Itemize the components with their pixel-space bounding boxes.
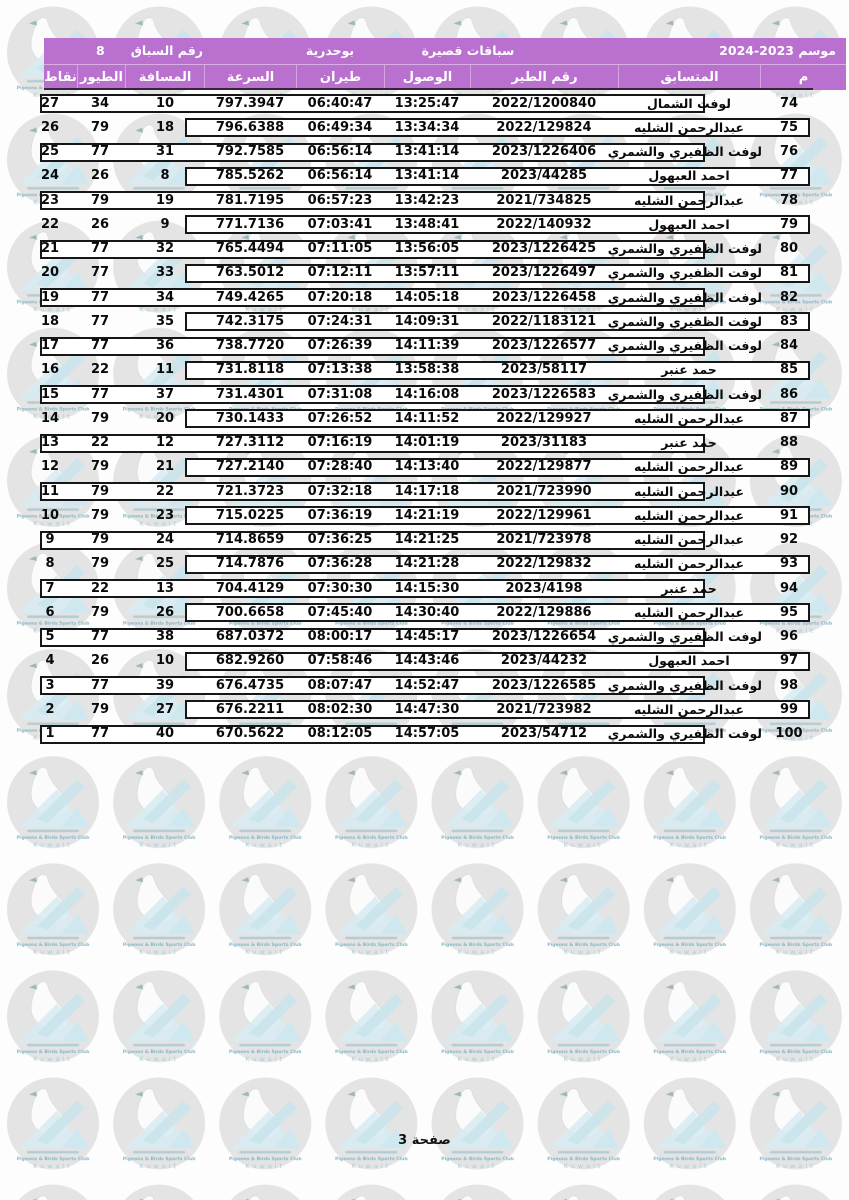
cell-bird-number: 2023/44285 bbox=[500, 168, 588, 184]
cell-bird-number: 2022/140932 bbox=[496, 216, 592, 232]
cell-bird-number: 2023/44232 bbox=[500, 653, 588, 669]
cell-rank: 97 bbox=[779, 653, 799, 669]
column-header-speed: السرعة bbox=[204, 65, 296, 90]
cell-rank: 84 bbox=[779, 338, 799, 353]
cell-competitor: عبدالرحمن الشليه bbox=[633, 459, 745, 475]
race-type: سباقات قصيرة bbox=[421, 43, 515, 58]
cell-distance: 24 bbox=[155, 532, 175, 547]
table-row bbox=[0, 287, 849, 311]
table-row bbox=[0, 238, 849, 262]
cell-bird-number: 2022/129824 bbox=[496, 119, 592, 135]
cell-speed: 771.7136 bbox=[215, 216, 285, 232]
cell-arrival-time: 14:52:47 bbox=[394, 677, 460, 693]
cell-competitor: عبدالرحمن الشليه bbox=[633, 410, 745, 426]
cell-points: 2 bbox=[45, 701, 55, 717]
cell-rank: 99 bbox=[779, 701, 799, 717]
cell-arrival-time: 13:58:38 bbox=[394, 362, 460, 378]
cell-speed: 730.1433 bbox=[215, 410, 285, 426]
cell-speed: 797.3947 bbox=[215, 95, 285, 111]
cell-flight-time: 07:26:52 bbox=[307, 410, 373, 426]
cell-distance: 8 bbox=[160, 168, 170, 184]
cell-bird-number: 2023/4198 bbox=[505, 580, 583, 596]
cell-flight-time: 07:11:05 bbox=[307, 241, 373, 256]
column-header-flight: طيران bbox=[296, 65, 384, 90]
cell-flight-time: 06:56:14 bbox=[307, 144, 373, 159]
cell-distance: 38 bbox=[155, 629, 175, 644]
cell-rank: 83 bbox=[779, 313, 799, 329]
cell-arrival-time: 14:45:17 bbox=[394, 629, 460, 644]
cell-bird-number: 2023/1226497 bbox=[491, 265, 597, 281]
cell-points: 16 bbox=[40, 362, 60, 378]
header-title-row bbox=[44, 38, 846, 65]
cell-distance: 9 bbox=[160, 216, 170, 232]
cell-points: 19 bbox=[40, 289, 60, 305]
cell-speed: 704.4129 bbox=[215, 580, 285, 596]
cell-points: 21 bbox=[40, 241, 60, 256]
cell-speed: 731.8118 bbox=[215, 362, 285, 378]
cell-arrival-time: 14:30:40 bbox=[394, 604, 460, 620]
cell-arrival-time: 14:15:30 bbox=[394, 580, 460, 596]
cell-bird-number: 2021/723982 bbox=[496, 701, 592, 717]
cell-birds-count: 22 bbox=[90, 435, 110, 450]
cell-birds-count: 77 bbox=[90, 313, 110, 329]
cell-birds-count: 79 bbox=[90, 459, 110, 475]
table-row bbox=[0, 165, 849, 189]
table-row bbox=[0, 408, 849, 432]
cell-birds-count: 79 bbox=[90, 507, 110, 523]
cell-competitor: عبدالرحمن الشليه bbox=[633, 701, 745, 717]
cell-speed: 727.2140 bbox=[215, 459, 285, 475]
table-row bbox=[0, 505, 849, 529]
cell-points: 1 bbox=[45, 726, 55, 741]
cell-flight-time: 08:12:05 bbox=[307, 726, 373, 741]
cell-flight-time: 07:30:30 bbox=[307, 580, 373, 596]
cell-rank: 92 bbox=[779, 532, 799, 547]
cell-bird-number: 2022/129877 bbox=[496, 459, 592, 475]
cell-rank: 75 bbox=[779, 119, 799, 135]
cell-flight-time: 06:56:14 bbox=[307, 168, 373, 184]
cell-distance: 19 bbox=[155, 192, 175, 208]
cell-distance: 18 bbox=[155, 119, 175, 135]
cell-competitor: لوفت الظفيري والشمري bbox=[607, 265, 762, 281]
race-location: بوحدرية bbox=[305, 43, 355, 58]
cell-arrival-time: 13:48:41 bbox=[394, 216, 460, 232]
cell-arrival-time: 14:47:30 bbox=[394, 701, 460, 717]
cell-speed: 727.3112 bbox=[215, 435, 285, 450]
cell-bird-number: 2023/1226585 bbox=[491, 677, 597, 693]
cell-birds-count: 79 bbox=[90, 410, 110, 426]
table-row bbox=[0, 699, 849, 723]
cell-birds-count: 79 bbox=[90, 556, 110, 572]
cell-distance: 37 bbox=[155, 386, 175, 402]
column-header-bird-number: رقم الطير bbox=[470, 65, 618, 90]
cell-distance: 35 bbox=[155, 313, 175, 329]
cell-competitor: حمد عنبر bbox=[661, 435, 717, 450]
cell-bird-number: 2021/723990 bbox=[496, 483, 592, 499]
cell-points: 18 bbox=[40, 313, 60, 329]
cell-birds-count: 77 bbox=[90, 289, 110, 305]
cell-points: 3 bbox=[45, 677, 55, 693]
cell-distance: 39 bbox=[155, 677, 175, 693]
cell-birds-count: 26 bbox=[90, 653, 110, 669]
cell-speed: 763.5012 bbox=[215, 265, 285, 281]
cell-competitor: احمد العبهول bbox=[648, 168, 730, 184]
cell-distance: 25 bbox=[155, 556, 175, 572]
cell-speed: 715.0225 bbox=[215, 507, 285, 523]
cell-speed: 785.5262 bbox=[215, 168, 285, 184]
cell-arrival-time: 13:25:47 bbox=[394, 95, 460, 111]
table-row bbox=[0, 93, 849, 117]
cell-rank: 78 bbox=[779, 192, 799, 208]
cell-flight-time: 07:24:31 bbox=[307, 313, 373, 329]
cell-birds-count: 77 bbox=[90, 386, 110, 402]
cell-flight-time: 06:57:23 bbox=[307, 192, 373, 208]
cell-competitor: لوفت الظفيري والشمري bbox=[607, 677, 762, 693]
cell-speed: 792.7585 bbox=[215, 144, 285, 159]
cell-arrival-time: 13:42:23 bbox=[394, 192, 460, 208]
cell-distance: 11 bbox=[155, 362, 175, 378]
cell-speed: 731.4301 bbox=[215, 386, 285, 402]
cell-rank: 80 bbox=[779, 241, 799, 256]
cell-distance: 31 bbox=[155, 144, 175, 159]
cell-birds-count: 77 bbox=[90, 677, 110, 693]
cell-points: 6 bbox=[45, 604, 55, 620]
cell-distance: 21 bbox=[155, 459, 175, 475]
cell-distance: 26 bbox=[155, 604, 175, 620]
cell-distance: 40 bbox=[155, 726, 175, 741]
cell-arrival-time: 14:17:18 bbox=[394, 483, 460, 499]
cell-bird-number: 2023/1226425 bbox=[491, 241, 597, 256]
cell-flight-time: 07:58:46 bbox=[307, 653, 373, 669]
cell-birds-count: 79 bbox=[90, 119, 110, 135]
cell-arrival-time: 14:21:19 bbox=[394, 507, 460, 523]
cell-competitor: لوفت الشمال bbox=[647, 95, 731, 111]
cell-distance: 10 bbox=[155, 95, 175, 111]
cell-rank: 86 bbox=[779, 386, 799, 402]
cell-arrival-time: 14:11:52 bbox=[394, 410, 460, 426]
cell-speed: 676.2211 bbox=[215, 701, 285, 717]
cell-speed: 742.3175 bbox=[215, 313, 285, 329]
cell-distance: 13 bbox=[155, 580, 175, 596]
cell-competitor: لوفت الظفيري والشمري bbox=[607, 241, 762, 256]
column-header-competitor: المتسابق bbox=[618, 65, 760, 90]
cell-speed: 714.8659 bbox=[215, 532, 285, 547]
cell-rank: 79 bbox=[779, 216, 799, 232]
cell-arrival-time: 14:21:28 bbox=[394, 556, 460, 572]
header-underline bbox=[44, 88, 813, 91]
cell-flight-time: 06:40:47 bbox=[307, 95, 373, 111]
cell-competitor: عبدالرحمن الشليه bbox=[633, 192, 745, 208]
cell-points: 20 bbox=[40, 265, 60, 281]
cell-points: 9 bbox=[45, 532, 55, 547]
cell-birds-count: 79 bbox=[90, 532, 110, 547]
cell-bird-number: 2022/129927 bbox=[496, 410, 592, 426]
cell-distance: 22 bbox=[155, 483, 175, 499]
cell-competitor: لوفت الظفيري والشمري bbox=[607, 338, 762, 353]
cell-points: 27 bbox=[40, 95, 60, 111]
cell-competitor: لوفت الظفيري والشمري bbox=[607, 144, 762, 159]
table-row bbox=[0, 141, 849, 165]
cell-arrival-time: 14:57:05 bbox=[394, 726, 460, 741]
cell-distance: 10 bbox=[155, 653, 175, 669]
cell-rank: 76 bbox=[779, 144, 799, 159]
race-number-value: 8 bbox=[96, 43, 105, 58]
cell-birds-count: 77 bbox=[90, 144, 110, 159]
cell-rank: 93 bbox=[779, 556, 799, 572]
cell-points: 13 bbox=[40, 435, 60, 450]
cell-competitor: احمد العبهول bbox=[648, 653, 730, 669]
race-number-label: رقم السباق bbox=[130, 43, 203, 58]
cell-speed: 670.5622 bbox=[215, 726, 285, 741]
cell-arrival-time: 13:41:14 bbox=[394, 168, 460, 184]
table-row bbox=[0, 602, 849, 626]
column-header-rank: م bbox=[760, 65, 846, 90]
cell-distance: 27 bbox=[155, 701, 175, 717]
page-footer: صفحة 3 bbox=[398, 1133, 451, 1148]
cell-bird-number: 2023/31183 bbox=[500, 435, 588, 450]
cell-flight-time: 07:36:19 bbox=[307, 507, 373, 523]
cell-bird-number: 2022/129886 bbox=[496, 604, 592, 620]
cell-bird-number: 2023/1226654 bbox=[491, 629, 597, 644]
cell-distance: 33 bbox=[155, 265, 175, 281]
cell-birds-count: 77 bbox=[90, 241, 110, 256]
table-row bbox=[0, 359, 849, 383]
cell-arrival-time: 13:34:34 bbox=[394, 119, 460, 135]
cell-competitor: عبدالرحمن الشليه bbox=[633, 483, 745, 499]
cell-bird-number: 2023/1226577 bbox=[491, 338, 597, 353]
cell-points: 26 bbox=[40, 119, 60, 135]
cell-speed: 682.9260 bbox=[215, 653, 285, 669]
cell-flight-time: 07:13:38 bbox=[307, 362, 373, 378]
cell-arrival-time: 13:41:14 bbox=[394, 144, 460, 159]
column-header-points: نقاط bbox=[44, 70, 77, 85]
column-header-row bbox=[44, 65, 846, 90]
cell-arrival-time: 14:11:39 bbox=[394, 338, 460, 353]
cell-points: 23 bbox=[40, 192, 60, 208]
cell-flight-time: 07:28:40 bbox=[307, 459, 373, 475]
cell-flight-time: 07:45:40 bbox=[307, 604, 373, 620]
cell-rank: 87 bbox=[779, 410, 799, 426]
cell-competitor: عبدالرحمن الشليه bbox=[633, 604, 745, 620]
cell-distance: 23 bbox=[155, 507, 175, 523]
cell-arrival-time: 14:09:31 bbox=[394, 313, 460, 329]
cell-competitor: لوفت الظفيري والشمري bbox=[607, 313, 762, 329]
cell-birds-count: 79 bbox=[90, 483, 110, 499]
cell-arrival-time: 14:01:19 bbox=[394, 435, 460, 450]
cell-flight-time: 07:31:08 bbox=[307, 386, 373, 402]
table-row bbox=[0, 675, 849, 699]
cell-speed: 781.7195 bbox=[215, 192, 285, 208]
cell-bird-number: 2022/1183121 bbox=[491, 313, 597, 329]
table-row bbox=[0, 456, 849, 480]
cell-distance: 20 bbox=[155, 410, 175, 426]
cell-flight-time: 08:00:17 bbox=[307, 629, 373, 644]
table-row bbox=[0, 214, 849, 238]
cell-competitor: لوفت الظفيري والشمري bbox=[607, 289, 762, 305]
cell-points: 5 bbox=[45, 629, 55, 644]
cell-points: 24 bbox=[40, 168, 60, 184]
cell-rank: 96 bbox=[779, 629, 799, 644]
cell-competitor: لوفت الظفيري والشمري bbox=[607, 386, 762, 402]
cell-flight-time: 07:16:19 bbox=[307, 435, 373, 450]
cell-rank: 85 bbox=[779, 362, 799, 378]
cell-competitor: حمد عنبر bbox=[661, 362, 717, 378]
cell-flight-time: 07:36:25 bbox=[307, 532, 373, 547]
cell-rank: 95 bbox=[779, 604, 799, 620]
table-row bbox=[0, 529, 849, 553]
cell-flight-time: 07:12:11 bbox=[307, 265, 373, 281]
cell-birds-count: 77 bbox=[90, 265, 110, 281]
cell-rank: 77 bbox=[779, 168, 799, 184]
cell-bird-number: 2021/723978 bbox=[496, 532, 592, 547]
cell-bird-number: 2023/58117 bbox=[500, 362, 588, 378]
cell-bird-number: 2022/129832 bbox=[496, 556, 592, 572]
cell-arrival-time: 13:56:05 bbox=[394, 241, 460, 256]
cell-points: 11 bbox=[40, 483, 60, 499]
cell-competitor: لوفت الظفيري والشمري bbox=[607, 726, 762, 741]
table-row bbox=[0, 190, 849, 214]
table-row bbox=[0, 578, 849, 602]
cell-birds-count: 77 bbox=[90, 338, 110, 353]
table-row bbox=[0, 384, 849, 408]
cell-flight-time: 07:32:18 bbox=[307, 483, 373, 499]
cell-arrival-time: 14:16:08 bbox=[394, 386, 460, 402]
cell-bird-number: 2023/1226458 bbox=[491, 289, 597, 305]
cell-arrival-time: 14:43:46 bbox=[394, 653, 460, 669]
cell-birds-count: 79 bbox=[90, 604, 110, 620]
cell-points: 22 bbox=[40, 216, 60, 232]
cell-flight-time: 07:20:18 bbox=[307, 289, 373, 305]
race-number-cell bbox=[84, 38, 215, 64]
table-row bbox=[0, 650, 849, 674]
cell-birds-count: 34 bbox=[90, 95, 110, 111]
cell-distance: 32 bbox=[155, 241, 175, 256]
table-header bbox=[44, 38, 846, 90]
table-row bbox=[0, 626, 849, 650]
cell-speed: 738.7720 bbox=[215, 338, 285, 353]
cell-competitor: عبدالرحمن الشليه bbox=[633, 507, 745, 523]
cell-speed: 687.0372 bbox=[215, 629, 285, 644]
cell-points: 25 bbox=[40, 144, 60, 159]
cell-birds-count: 77 bbox=[90, 726, 110, 741]
season-label: موسم 2023-2024 bbox=[719, 43, 836, 58]
cell-birds-count: 22 bbox=[90, 580, 110, 596]
table-row bbox=[0, 553, 849, 577]
cell-rank: 89 bbox=[779, 459, 799, 475]
cell-rank: 91 bbox=[779, 507, 799, 523]
column-header-birds: الطيور bbox=[77, 65, 125, 90]
cell-flight-time: 07:03:41 bbox=[307, 216, 373, 232]
cell-speed: 714.7876 bbox=[215, 556, 285, 572]
cell-birds-count: 79 bbox=[90, 701, 110, 717]
cell-speed: 796.6388 bbox=[215, 119, 285, 135]
cell-rank: 88 bbox=[779, 435, 799, 450]
cell-distance: 34 bbox=[155, 289, 175, 305]
table-row bbox=[0, 311, 849, 335]
cell-points: 12 bbox=[40, 459, 60, 475]
cell-distance: 12 bbox=[155, 435, 175, 450]
column-header-arrival: الوصول bbox=[384, 65, 470, 90]
cell-speed: 749.4265 bbox=[215, 289, 285, 305]
cell-competitor: حمد عنبر bbox=[661, 580, 717, 596]
cell-flight-time: 08:02:30 bbox=[307, 701, 373, 717]
table-row bbox=[0, 432, 849, 456]
cell-bird-number: 2022/129961 bbox=[496, 507, 592, 523]
cell-birds-count: 26 bbox=[90, 216, 110, 232]
cell-birds-count: 22 bbox=[90, 362, 110, 378]
cell-flight-time: 07:26:39 bbox=[307, 338, 373, 353]
cell-speed: 765.4494 bbox=[215, 241, 285, 256]
table-row bbox=[0, 335, 849, 359]
cell-rank: 90 bbox=[779, 483, 799, 499]
cell-bird-number: 2023/54712 bbox=[500, 726, 588, 741]
cell-speed: 721.3723 bbox=[215, 483, 285, 499]
table-row bbox=[0, 723, 849, 747]
cell-birds-count: 79 bbox=[90, 192, 110, 208]
cell-points: 7 bbox=[45, 580, 55, 596]
cell-bird-number: 2023/1226583 bbox=[491, 386, 597, 402]
cell-competitor: عبدالرحمن الشليه bbox=[633, 532, 745, 547]
cell-competitor: لوفت الظفيري والشمري bbox=[607, 629, 762, 644]
cell-rank: 98 bbox=[779, 677, 799, 693]
table-row bbox=[0, 117, 849, 141]
cell-points: 8 bbox=[45, 556, 55, 572]
cell-rank: 74 bbox=[779, 95, 799, 111]
cell-rank: 100 bbox=[775, 726, 803, 741]
cell-points: 17 bbox=[40, 338, 60, 353]
cell-competitor: احمد العبهول bbox=[648, 216, 730, 232]
cell-rank: 94 bbox=[779, 580, 799, 596]
cell-rank: 81 bbox=[779, 265, 799, 281]
cell-points: 15 bbox=[40, 386, 60, 402]
table-row bbox=[0, 481, 849, 505]
cell-bird-number: 2021/734825 bbox=[496, 192, 592, 208]
cell-points: 10 bbox=[40, 507, 60, 523]
cell-flight-time: 06:49:34 bbox=[307, 119, 373, 135]
cell-points: 14 bbox=[40, 410, 60, 426]
cell-points: 4 bbox=[45, 653, 55, 669]
cell-rank: 82 bbox=[779, 289, 799, 305]
cell-birds-count: 77 bbox=[90, 629, 110, 644]
cell-speed: 676.4735 bbox=[215, 677, 285, 693]
cell-flight-time: 08:07:47 bbox=[307, 677, 373, 693]
cell-flight-time: 07:36:28 bbox=[307, 556, 373, 572]
cell-arrival-time: 14:13:40 bbox=[394, 459, 460, 475]
cell-speed: 700.6658 bbox=[215, 604, 285, 620]
cell-bird-number: 2023/1226406 bbox=[491, 144, 597, 159]
cell-arrival-time: 13:57:11 bbox=[394, 265, 460, 281]
cell-competitor: عبدالرحمن الشليه bbox=[633, 556, 745, 572]
column-header-distance: المسافة bbox=[125, 65, 204, 90]
cell-competitor: عبدالرحمن الشليه bbox=[633, 119, 745, 135]
cell-birds-count: 26 bbox=[90, 168, 110, 184]
table-row bbox=[0, 262, 849, 286]
cell-bird-number: 2022/1200840 bbox=[491, 95, 597, 111]
cell-arrival-time: 14:05:18 bbox=[394, 289, 460, 305]
cell-distance: 36 bbox=[155, 338, 175, 353]
cell-arrival-time: 14:21:25 bbox=[394, 532, 460, 547]
